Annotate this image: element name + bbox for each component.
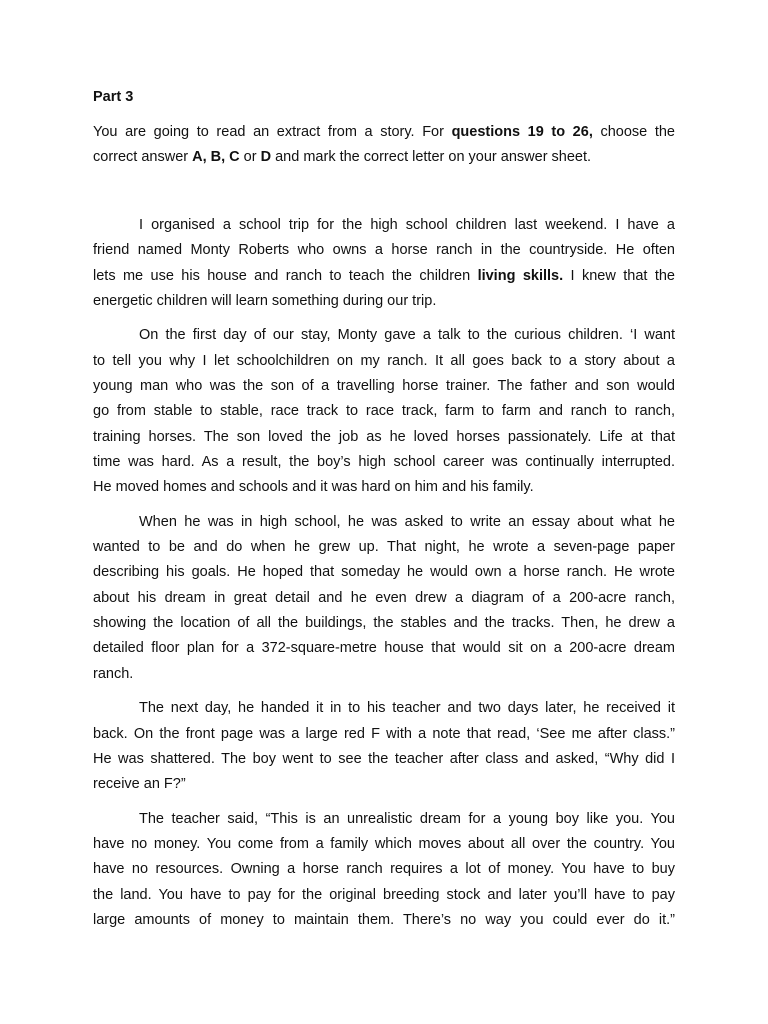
text-run: and mark the correct letter on your answer sheet.	[271, 149, 592, 165]
paragraph-line	[93, 510, 675, 535]
paragraph-line	[93, 349, 675, 374]
text-run: I organised a school trip for the high school children last weekend. I have a	[139, 217, 675, 233]
text-run: He moved homes and schools and it was hard on him and his family.	[93, 479, 534, 496]
paragraph-line	[93, 807, 675, 832]
instruction-line	[93, 120, 675, 145]
text-run: have no money. You come from a family which moves about all over the country. You	[93, 836, 675, 853]
paragraph-line	[93, 662, 675, 687]
paragraph-line	[93, 696, 675, 721]
paragraph-line	[93, 857, 675, 882]
paragraph-line	[93, 832, 675, 857]
text-run: receive an F?”	[93, 776, 186, 793]
text-run: training horses. The son loved the job as he loved horses passionately. Life at that	[93, 428, 675, 445]
text-run: energetic children will learn something during our trip.	[93, 292, 437, 309]
text-run: correct answer	[93, 149, 193, 165]
story-paragraph	[93, 807, 675, 933]
text-run: choose the	[592, 124, 675, 140]
paragraph-line	[93, 450, 675, 475]
paragraph-line	[93, 399, 675, 424]
paragraph-line	[93, 772, 675, 797]
story-extract	[93, 213, 675, 943]
paragraph-line	[93, 611, 675, 636]
bold-text: A, B, C	[192, 149, 240, 165]
text-run: The teacher said, “This is an unrealistic dream for a young boy like you. You	[139, 810, 675, 827]
paragraph-line	[93, 289, 675, 314]
text-run: ranch.	[93, 665, 134, 682]
text-run: lets me use his house and ranch to teach the children	[93, 267, 478, 284]
paragraph-line	[93, 425, 675, 450]
instruction-line	[93, 145, 675, 170]
story-paragraph	[93, 213, 675, 314]
text-run: about his dream in great detail and he even drew a diagram of a 200-acre ranch,	[93, 589, 675, 606]
text-run: have no resources. Owning a horse ranch requires a lot of money. You have to buy	[93, 861, 675, 878]
story-paragraph	[93, 323, 675, 500]
paragraph-line	[93, 264, 675, 289]
text-run: showing the location of all the buildings, the stables and the tracks. Then, he drew a	[93, 615, 675, 632]
paragraph-line	[93, 374, 675, 399]
text-run: large amounts of money to maintain them. There’s no way you could ever do it.”	[93, 911, 675, 928]
instructions	[93, 120, 675, 170]
paragraph-line	[93, 747, 675, 772]
text-run: young man who was the son of a travelling horse trainer. The father and son would	[93, 378, 675, 395]
part-title: Part 3	[93, 89, 134, 105]
text-run: to tell you why I let schoolchildren on my ranch. It all goes back to a story about a	[93, 352, 675, 369]
text-run: back. On the front page was a large red F with a note that read, ‘See me after class.”	[93, 725, 675, 742]
bold-text: D	[260, 149, 272, 165]
text-run: the land. You have to pay for the original breeding stock and later you’ll have to pay	[93, 886, 675, 903]
paragraph-line	[93, 475, 675, 500]
paragraph-line	[93, 560, 675, 585]
paragraph-line	[93, 636, 675, 661]
paragraph-line	[93, 238, 675, 263]
paragraph-line	[93, 535, 675, 560]
bold-text: questions 19 to 26,	[451, 124, 593, 140]
story-paragraph	[93, 696, 675, 797]
text-run: On the first day of our stay, Monty gave a talk to the curious children. ‘I want	[139, 327, 675, 344]
text-run: time was hard. As a result, the boy’s high school career was continually interrupted.	[93, 453, 675, 470]
bold-text: living skills.	[477, 267, 564, 284]
paragraph-line	[93, 213, 675, 238]
text-run: friend named Monty Roberts who owns a horse ranch in the countryside. He often	[93, 242, 675, 259]
paragraph-line	[93, 323, 675, 348]
text-run: wanted to be and do when he grew up. That night, he wrote a seven-page paper	[93, 539, 675, 556]
paragraph-line	[93, 908, 675, 933]
text-run: The next day, he handed it in to his teacher and two days later, he received it	[139, 700, 675, 717]
text-run: I knew that the	[563, 267, 675, 284]
text-run: describing his goals. He hoped that someday he would own a horse ranch. He wrote	[93, 564, 675, 581]
text-run: go from stable to stable, race track to race track, farm to farm and ranch to ranch,	[93, 403, 675, 420]
text-run: detailed floor plan for a 372-square-metre house that would sit on a 200-acre dream	[93, 640, 675, 657]
paragraph-line	[93, 722, 675, 747]
text-run: or	[239, 149, 261, 165]
story-paragraph	[93, 510, 675, 687]
paragraph-line	[93, 586, 675, 611]
text-run: He was shattered. The boy went to see the teacher after class and asked, “Why did I	[93, 750, 675, 767]
text-run: You are going to read an extract from a story. For	[93, 124, 452, 140]
text-run: When he was in high school, he was asked to write an essay about what he	[139, 513, 675, 530]
paragraph-line	[93, 883, 675, 908]
